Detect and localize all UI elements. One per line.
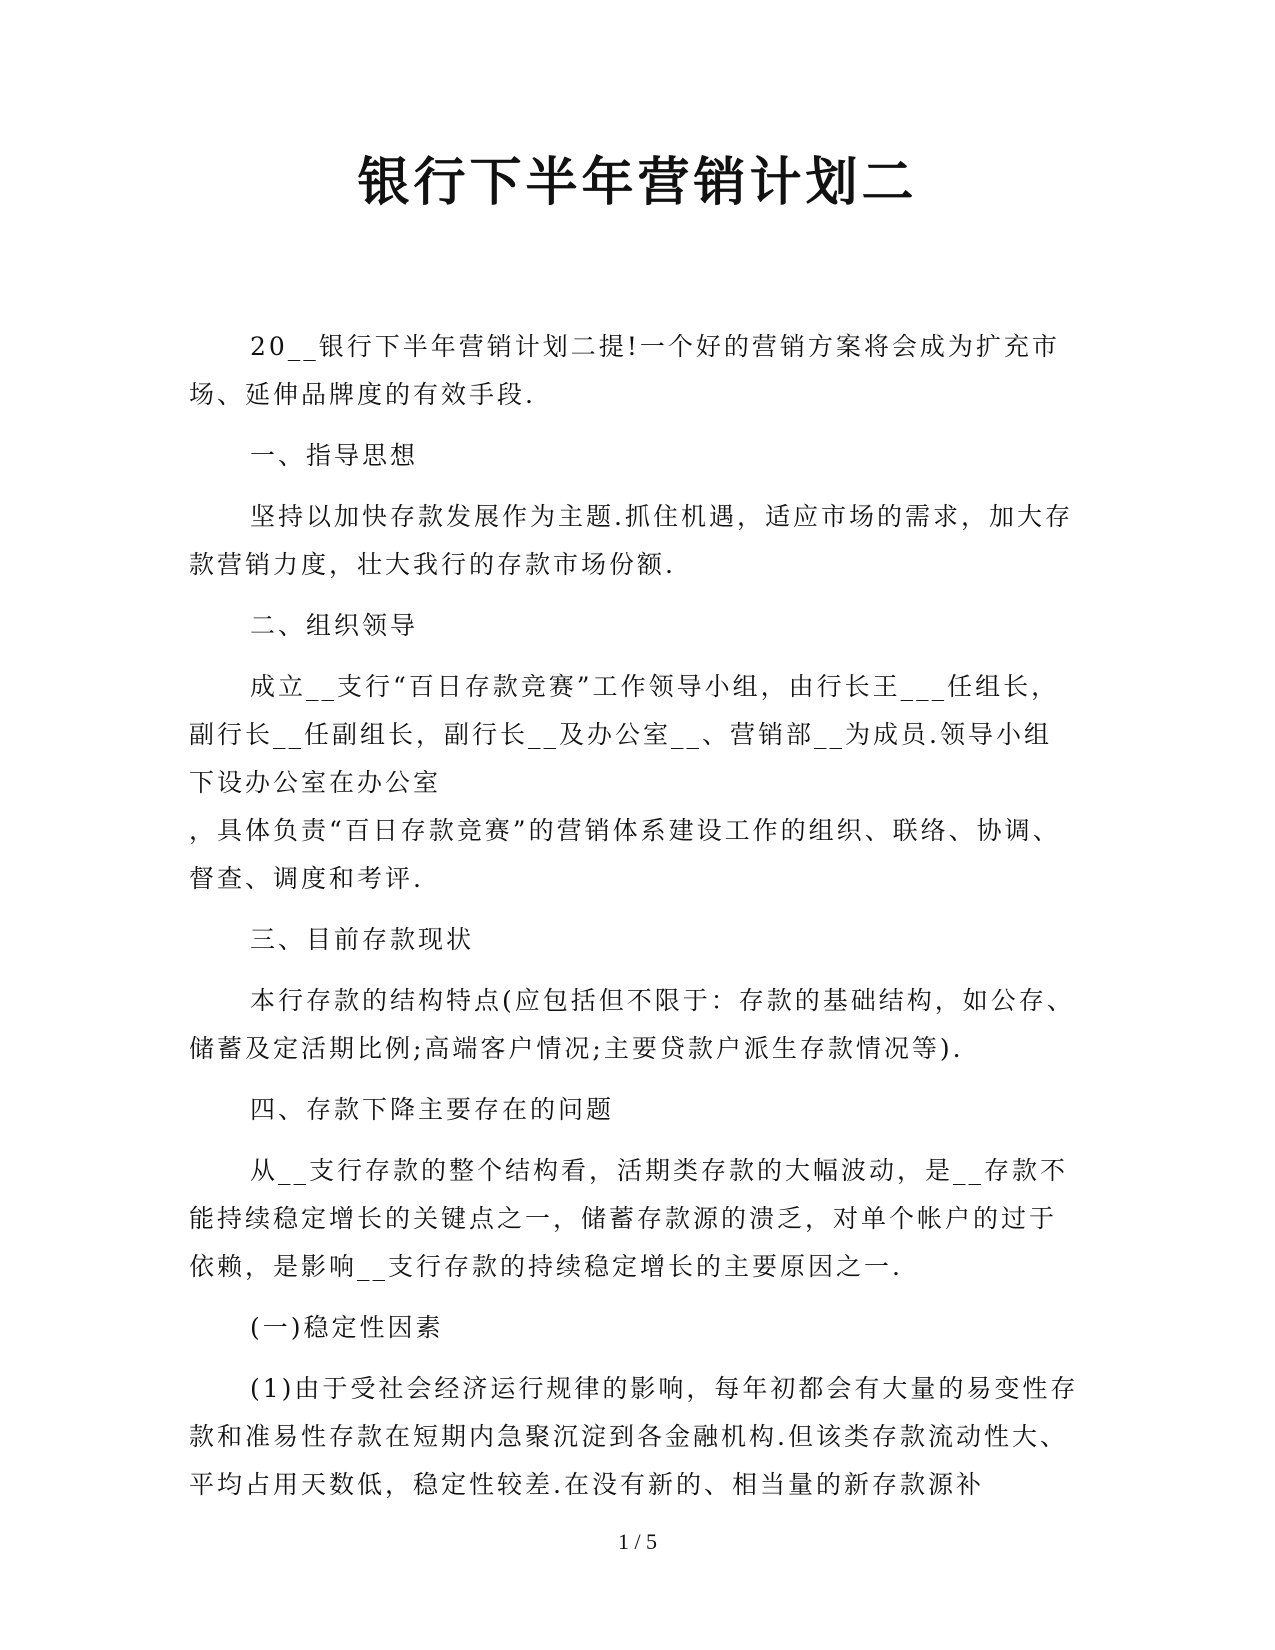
paragraph-organization: 成立__支行“百日存款竞赛”工作领导小组，由行长王___任组长，副行长__任副组长，副行长__及办公室__、营销部__为成员.领导小组下设办公室在办公室: [189, 672, 1060, 797]
heading-problems: 四、存款下降主要存在的问题: [250, 1095, 615, 1124]
paragraph-current-status: 本行存款的结构特点(应包括但不限于：存款的基础结构，如公存、储蓄及定活期比例;高端客户情况;主要贷款户派生存款情况等).: [189, 986, 1075, 1063]
paragraph-intro: 20__银行下半年营销计划二提!一个好的营销方案将会成为扩充市场、延伸品牌度的有效手段.: [189, 332, 1060, 409]
page-number: 1 / 5: [617, 1529, 658, 1554]
heading-stability-factors: (一)稳定性因素: [250, 1313, 444, 1342]
paragraph-guiding-ideology: 坚持以加快存款发展作为主题.抓住机遇，适应市场的需求，加大存款营销力度，壮大我行的存款市场份额.: [189, 502, 1073, 579]
paragraph-problems: 从__支行存款的整个结构看，活期类存款的大幅波动，是__存款不能持续稳定增长的关键点之一，储蓄存款源的溃乏，对单个帐户的过于依赖，是影响__支行存款的持续稳定增长的主要原因之一.: [189, 1156, 1069, 1281]
document-title: 银行下半年营销计划二: [357, 153, 918, 213]
paragraph-stability-factors: (1)由于受社会经济运行规律的影响，每年初都会有大量的易变性存款和准易性存款在短期内急聚沉淀到各金融机构.但该类存款流动性大、平均占用天数低，稳定性较差.在没有新的、相当量的新存款源补: [189, 1374, 1079, 1499]
heading-organization: 二、组织领导: [250, 611, 419, 640]
paragraph-organization-continued: ，具体负责“百日存款竞赛”的营销体系建设工作的组织、联络、协调、督查、调度和考评.: [189, 816, 1061, 893]
heading-current-status: 三、目前存款现状: [250, 925, 475, 954]
document-body: [189, 323, 1079, 1522]
heading-guiding-ideology: 一、指导思想: [250, 441, 419, 470]
